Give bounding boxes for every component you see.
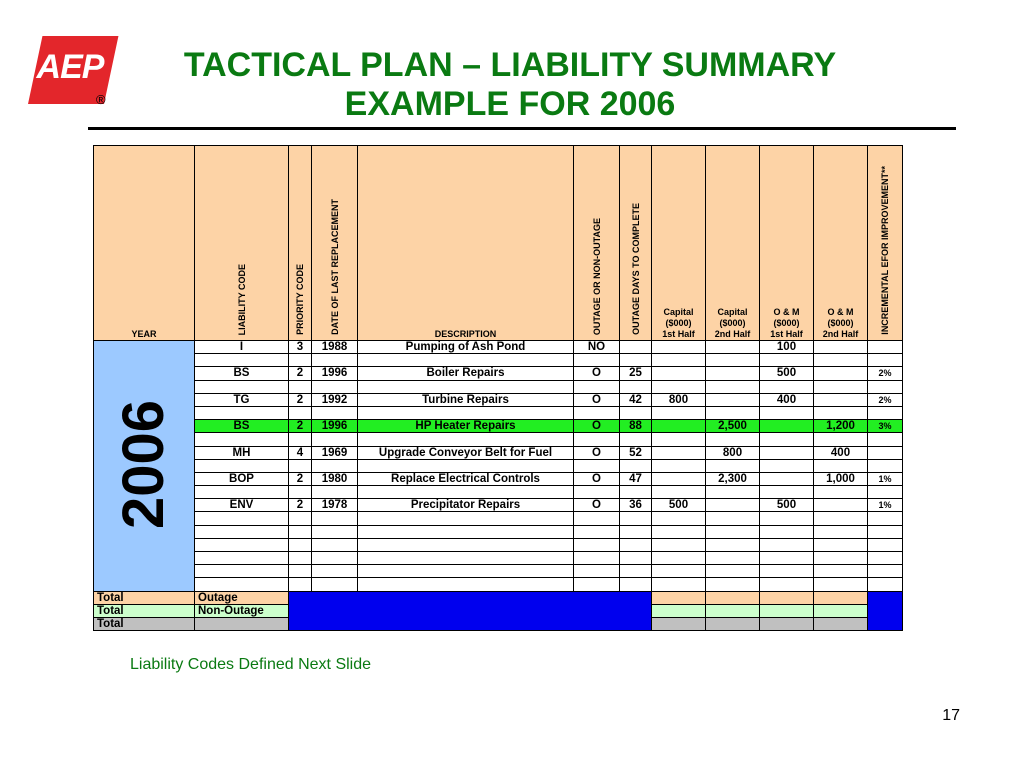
total-type: Outage [195,591,289,604]
capital-2nd [706,499,760,512]
total-amount-cell [706,604,760,617]
date-cell [312,578,358,591]
capital-1st [652,406,706,419]
table-row [94,472,903,485]
liability-code [195,459,289,472]
capital-1st [652,380,706,393]
om-1st [760,578,814,591]
outage-cell: O [574,367,620,380]
total-amount-cell [814,604,868,617]
om-2nd [814,393,868,406]
priority-code: 2 [289,367,312,380]
outage-cell: O [574,472,620,485]
capital-2nd [706,565,760,578]
om-1st [760,433,814,446]
description [358,578,574,591]
liability-code [195,380,289,393]
table-row [94,538,903,551]
header-om-2nd-half: O & M ($000) 2nd Half [814,146,868,341]
total-amount-cell [652,604,706,617]
om-1st [760,406,814,419]
capital-2nd [706,406,760,419]
outage-cell [574,565,620,578]
description [358,525,574,538]
outage-cell [574,459,620,472]
efor-cell [868,406,903,419]
title-line-2: EXAMPLE FOR 2006 [344,85,676,123]
efor-cell [868,341,903,354]
capital-2nd [706,393,760,406]
om-1st: 400 [760,393,814,406]
priority-code [289,525,312,538]
total-label: Total [94,604,195,617]
om-2nd [814,354,868,367]
description [358,433,574,446]
priority-code: 2 [289,393,312,406]
table-row [94,367,903,380]
table-row [94,433,903,446]
capital-1st [652,459,706,472]
outage-days [620,565,652,578]
header-description: DESCRIPTION [358,146,574,341]
outage-days [620,354,652,367]
table-row [94,499,903,512]
efor-cell [868,565,903,578]
table-row [94,446,903,459]
total-amount-cell [760,617,814,630]
capital-2nd: 2,500 [706,420,760,433]
total-amount-cell [760,604,814,617]
description [358,459,574,472]
table-row [94,552,903,565]
outage-cell: O [574,420,620,433]
table-row [94,512,903,525]
capital-1st [652,472,706,485]
capital-1st [652,433,706,446]
outage-cell [574,512,620,525]
year-cell [94,341,195,592]
om-1st: 500 [760,367,814,380]
table-row [94,393,903,406]
efor-cell [868,459,903,472]
table-row [94,420,903,433]
table-row [94,578,903,591]
om-1st [760,420,814,433]
outage-days [620,341,652,354]
liability-code: I [195,341,289,354]
outage-days [620,512,652,525]
description: Boiler Repairs [358,367,574,380]
header-outage-days: OUTAGE DAYS TO COMPLETE [620,146,652,341]
total-amount-cell [814,617,868,630]
capital-1st [652,486,706,499]
om-2nd [814,552,868,565]
date-cell: 1996 [312,367,358,380]
efor-cell [868,486,903,499]
om-1st [760,525,814,538]
liability-code [195,578,289,591]
outage-days [620,538,652,551]
year-label: 2006 [111,399,176,529]
date-cell [312,538,358,551]
om-2nd: 1,000 [814,472,868,485]
total-label: Total [94,591,195,604]
header-year: YEAR [94,146,195,341]
om-2nd [814,538,868,551]
header-capital-1st-half: Capital ($000) 1st Half [652,146,706,341]
efor-cell [868,512,903,525]
efor-cell [868,380,903,393]
outage-days: 42 [620,393,652,406]
description [358,406,574,419]
outage-cell: O [574,393,620,406]
priority-code [289,552,312,565]
total-amount-cell [760,591,814,604]
description [358,538,574,551]
liability-code [195,525,289,538]
priority-code [289,459,312,472]
liability-code [195,565,289,578]
liability-table [93,145,903,631]
om-2nd [814,341,868,354]
date-cell [312,380,358,393]
date-cell [312,565,358,578]
outage-days: 47 [620,472,652,485]
liability-code: BS [195,420,289,433]
priority-code: 2 [289,420,312,433]
liability-code [195,552,289,565]
date-cell [312,552,358,565]
capital-2nd: 2,300 [706,472,760,485]
capital-1st [652,446,706,459]
capital-2nd [706,486,760,499]
liability-code [195,512,289,525]
outage-cell [574,538,620,551]
total-amount-cell [652,591,706,604]
om-2nd [814,459,868,472]
liability-code: BS [195,367,289,380]
outage-cell [574,578,620,591]
outage-days: 52 [620,446,652,459]
om-1st [760,354,814,367]
date-cell: 1969 [312,446,358,459]
date-cell: 1980 [312,472,358,485]
table-row [94,341,903,354]
aep-logo [28,36,104,104]
outage-cell [574,525,620,538]
capital-2nd [706,578,760,591]
table-row [94,406,903,419]
priority-code [289,578,312,591]
capital-2nd [706,433,760,446]
outage-days [620,552,652,565]
outage-cell: NO [574,341,620,354]
outage-days [620,380,652,393]
priority-code: 2 [289,472,312,485]
om-1st [760,565,814,578]
om-1st [760,446,814,459]
om-2nd [814,499,868,512]
om-1st [760,472,814,485]
priority-code [289,486,312,499]
page-number: 17 [942,707,960,724]
capital-1st [652,512,706,525]
blue-summary-block [289,591,652,631]
header-outage: OUTAGE OR NON-OUTAGE [574,146,620,341]
registered-mark: ® [96,92,106,107]
efor-cell [868,552,903,565]
capital-2nd [706,380,760,393]
description: Upgrade Conveyor Belt for Fuel [358,446,574,459]
total-label: Total [94,617,195,630]
om-1st: 500 [760,499,814,512]
description: Precipitator Repairs [358,499,574,512]
om-2nd [814,525,868,538]
capital-2nd [706,354,760,367]
om-1st [760,459,814,472]
header-date-last-replacement: DATE OF LAST REPLACEMENT [312,146,358,341]
efor-cell [868,354,903,367]
om-1st [760,552,814,565]
date-cell [312,433,358,446]
capital-2nd [706,512,760,525]
liability-code [195,406,289,419]
capital-1st [652,565,706,578]
description: HP Heater Repairs [358,420,574,433]
header-capital-2nd-half: Capital ($000) 2nd Half [706,146,760,341]
om-1st [760,380,814,393]
totals-row [94,591,903,604]
om-2nd [814,380,868,393]
outage-days [620,406,652,419]
footer-note: Liability Codes Defined Next Slide [130,656,372,673]
om-2nd [814,433,868,446]
outage-cell [574,433,620,446]
efor-cell [868,433,903,446]
description: Turbine Repairs [358,393,574,406]
header-efor-improvement: INCREMENTAL EFOR IMPROVEMENT** [868,146,903,341]
efor-cell [868,578,903,591]
outage-days [620,486,652,499]
om-1st: 100 [760,341,814,354]
capital-2nd [706,552,760,565]
priority-code: 2 [289,499,312,512]
liability-code [195,538,289,551]
priority-code [289,406,312,419]
total-type [195,617,289,630]
capital-1st [652,367,706,380]
priority-code [289,512,312,525]
priority-code: 3 [289,341,312,354]
table-row [94,565,903,578]
total-amount-cell [706,617,760,630]
description [358,512,574,525]
capital-2nd [706,459,760,472]
efor-cell [868,446,903,459]
efor-cell [868,538,903,551]
capital-1st [652,420,706,433]
om-2nd [814,486,868,499]
table-row [94,459,903,472]
slide-title [150,46,870,124]
date-cell [312,512,358,525]
liability-code: ENV [195,499,289,512]
liability-code: MH [195,446,289,459]
priority-code [289,354,312,367]
efor-cell: 2% [868,393,903,406]
capital-1st [652,552,706,565]
om-2nd: 1,200 [814,420,868,433]
title-line-1: TACTICAL PLAN – LIABILITY SUMMARY [183,46,837,84]
outage-cell: O [574,499,620,512]
outage-days: 88 [620,420,652,433]
description [358,380,574,393]
capital-1st: 800 [652,393,706,406]
efor-cell: 3% [868,420,903,433]
date-cell: 1992 [312,393,358,406]
header-priority-code: PRIORITY CODE [289,146,312,341]
header-om-1st-half: O & M ($000) 1st Half [760,146,814,341]
blue-efor-block [868,591,903,631]
outage-cell [574,486,620,499]
total-amount-cell [706,591,760,604]
om-2nd [814,565,868,578]
title-divider [88,127,956,130]
outage-days [620,578,652,591]
total-amount-cell [814,591,868,604]
description [358,354,574,367]
date-cell: 1978 [312,499,358,512]
priority-code [289,538,312,551]
date-cell [312,354,358,367]
outage-cell [574,380,620,393]
om-2nd: 400 [814,446,868,459]
om-2nd [814,512,868,525]
description: Replace Electrical Controls [358,472,574,485]
priority-code: 4 [289,446,312,459]
outage-days: 36 [620,499,652,512]
capital-1st [652,525,706,538]
priority-code [289,565,312,578]
date-cell [312,406,358,419]
capital-2nd [706,367,760,380]
total-amount-cell [652,617,706,630]
table-row [94,354,903,367]
table-row [94,486,903,499]
efor-cell [868,525,903,538]
outage-days: 25 [620,367,652,380]
om-2nd [814,406,868,419]
description: Pumping of Ash Pond [358,341,574,354]
capital-1st: 500 [652,499,706,512]
liability-code: BOP [195,472,289,485]
outage-days [620,525,652,538]
date-cell [312,525,358,538]
capital-1st [652,354,706,367]
capital-2nd: 800 [706,446,760,459]
priority-code [289,380,312,393]
capital-1st [652,341,706,354]
description [358,552,574,565]
outage-cell: O [574,446,620,459]
liability-code [195,354,289,367]
om-1st [760,538,814,551]
header-liability-code: LIABILITY CODE [195,146,289,341]
om-2nd [814,367,868,380]
capital-2nd [706,525,760,538]
capital-2nd [706,538,760,551]
header-row [94,146,903,341]
outage-days [620,433,652,446]
date-cell: 1996 [312,420,358,433]
outage-cell [574,552,620,565]
liability-code: TG [195,393,289,406]
outage-days [620,459,652,472]
om-1st [760,512,814,525]
table-row [94,525,903,538]
capital-1st [652,538,706,551]
total-type: Non-Outage [195,604,289,617]
efor-cell: 1% [868,472,903,485]
date-cell [312,459,358,472]
liability-code [195,433,289,446]
date-cell: 1988 [312,341,358,354]
logo-text: AEP [36,48,104,86]
om-2nd [814,578,868,591]
description [358,565,574,578]
outage-cell [574,406,620,419]
efor-cell: 2% [868,367,903,380]
priority-code [289,433,312,446]
description [358,486,574,499]
date-cell [312,486,358,499]
table-row [94,380,903,393]
liability-code [195,486,289,499]
capital-2nd [706,341,760,354]
outage-cell [574,354,620,367]
om-1st [760,486,814,499]
capital-1st [652,578,706,591]
efor-cell: 1% [868,499,903,512]
